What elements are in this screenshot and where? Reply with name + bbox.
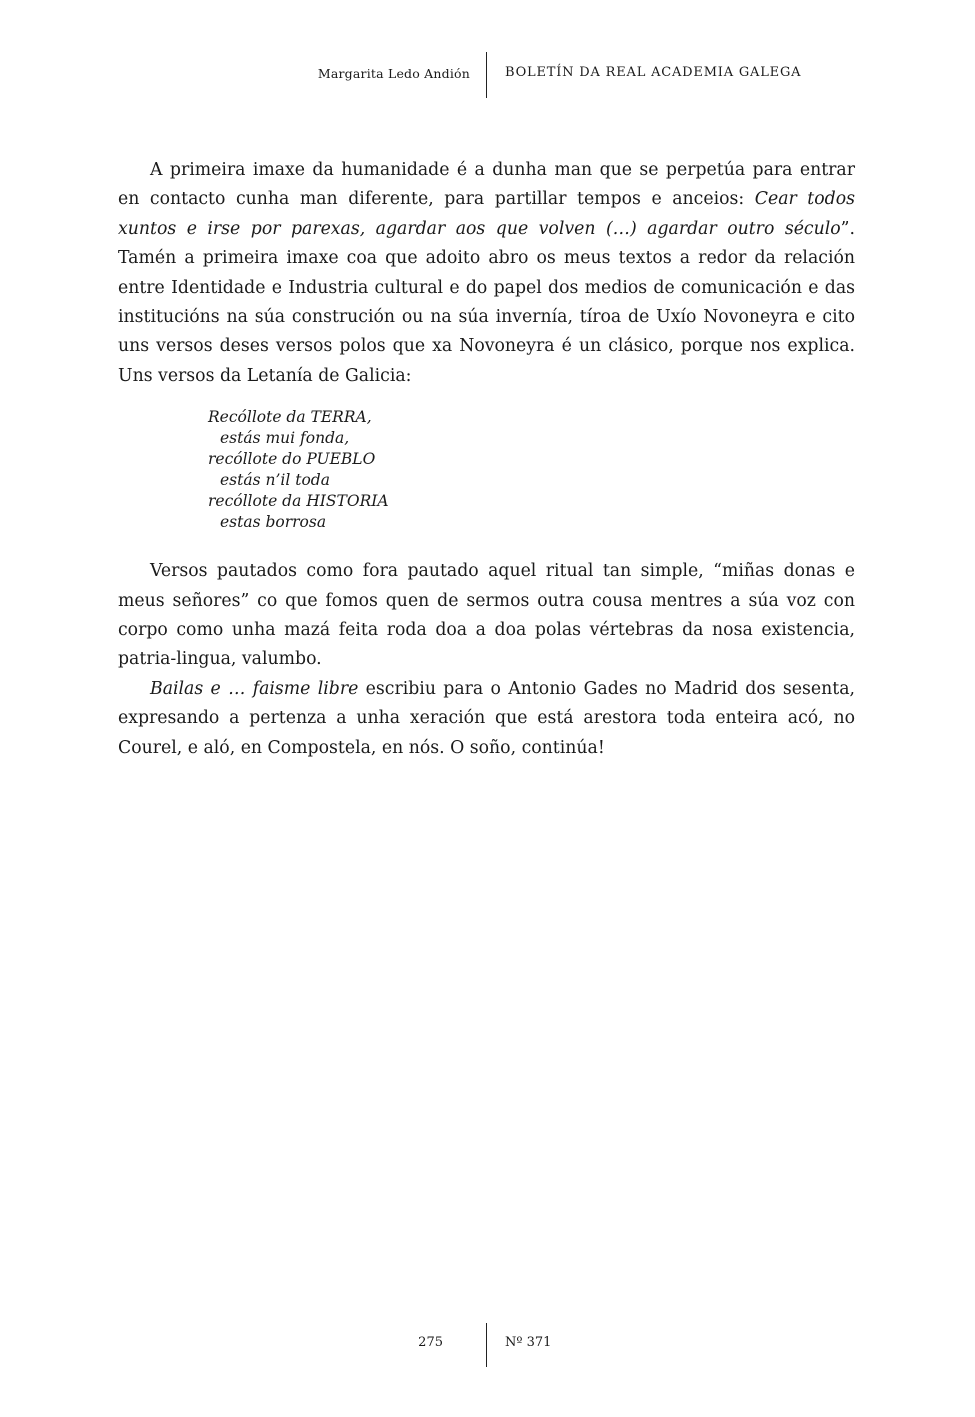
poem-line: recóllote do PUEBLO — [208, 450, 376, 469]
paragraph-3 — [118, 675, 855, 763]
paragraph-2: Versos pautados como fora pautado aquel ritual tan simple, “miñas donas e meus señores” co que fomos quen de sermos outra cousa mentres a súa voz con corpo como unha mazá feita roda doa a doa polas vértebras da nosa existencia, patria-lingua, valumbo. — [118, 561, 855, 670]
running-head-author: Margarita Ledo Andión — [317, 66, 470, 81]
poem-line: Recóllote da TERRA, — [208, 408, 372, 427]
poem-line: estas borrosa — [220, 513, 327, 532]
page-footer — [0, 1323, 975, 1367]
paragraph-3-title: Bailas e … faisme libre — [150, 678, 359, 699]
footer-divider — [486, 1323, 487, 1367]
paragraph-1 — [118, 156, 855, 391]
poem-line: recóllote da HISTORIA — [208, 492, 389, 511]
poem-line: estás n’il toda — [220, 471, 330, 490]
paragraph-3-text: escribiu para o Antonio Gades no Madrid dos sesenta, expresando a pertenza a unha xeración que está arestora toda enteira acó, no Courel, e aló, en Compostela, en nós. O soño, continúa! — [118, 678, 855, 758]
paragraph-1-quote: Cear todos xuntos e irse por parexas, agardar aos que volven (…) agardar outro século — [118, 189, 855, 239]
poem-line: estás mui fonda, — [220, 429, 350, 448]
issue-number: Nº 371 — [505, 1335, 552, 1350]
page-number: 275 — [418, 1335, 443, 1350]
page-header — [0, 52, 975, 98]
paragraph-1-text-a: A primeira imaxe da humanidade é a dunha man que se perpetúa para entrar en contacto cunha man diferente, para partillar tempos e anceios: — [118, 160, 855, 210]
poem-block — [208, 407, 855, 533]
article-body — [118, 156, 855, 763]
running-head-journal: BOLETÍN DA REAL ACADEMIA GALEGA — [505, 65, 802, 80]
paragraph-1-text-b: ”. Tamén a primeira imaxe coa que adoito abro os meus textos a redor da relación entre Identidade e Industria cultural e do papel dos medios de comunicación e das institucións na súa construción ou na súa invernía, tíroa de Uxío Novoneyra e cito uns versos deses versos polos que xa Novoneyra é un clásico, porque nos explica. Uns versos da Letanía de Galicia: — [118, 218, 855, 386]
header-divider — [486, 52, 487, 98]
